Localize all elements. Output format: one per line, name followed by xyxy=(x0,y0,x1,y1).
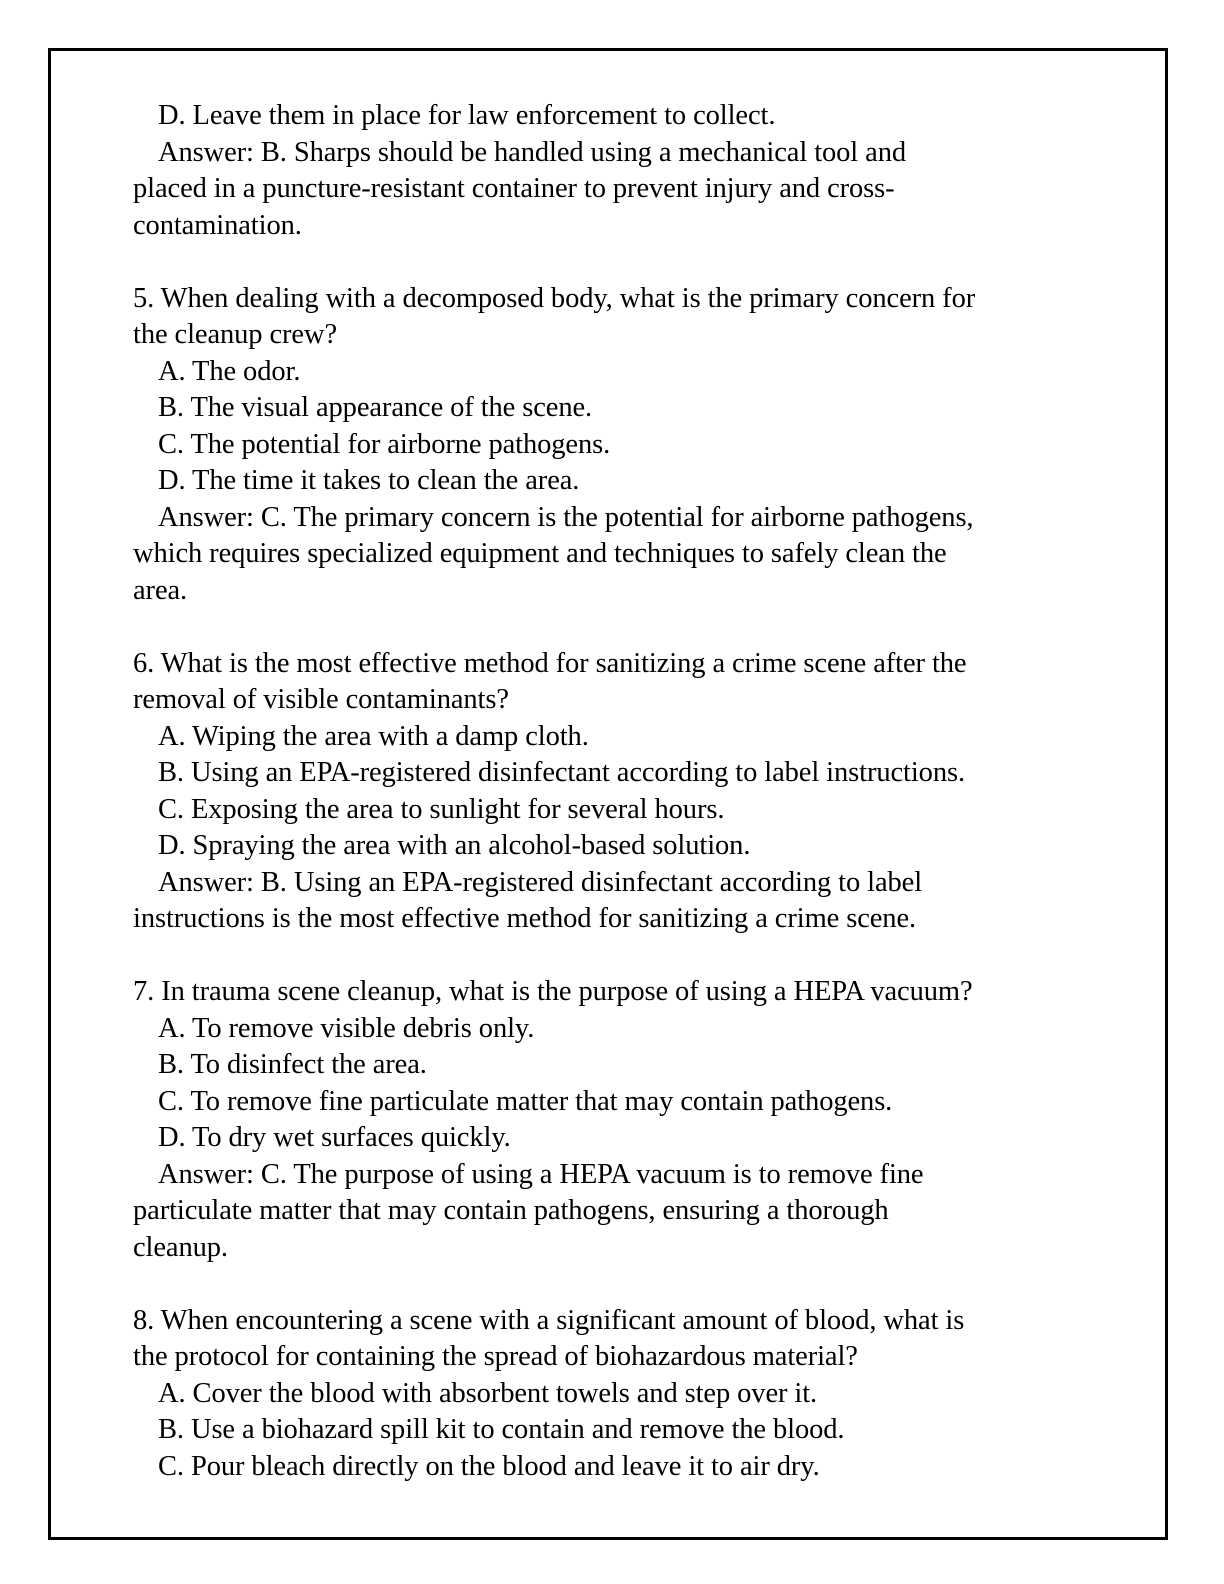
option-c: C. The potential for airborne pathogens. xyxy=(158,428,611,460)
paragraph-gap xyxy=(133,1266,1093,1303)
option-b: B. Using an EPA-registered disinfectant according to label instructions. xyxy=(158,757,965,788)
option-d: D. Spraying the area with an alcohol-based solution. xyxy=(158,830,751,861)
option-c: C. Exposing the area to sunlight for several hours. xyxy=(158,793,725,825)
answer-line: instructions is the most effective method for sanitizing a crime scene. xyxy=(133,903,917,934)
option-d: D. To dry wet surfaces quickly. xyxy=(158,1122,511,1153)
answer-line: placed in a puncture-resistant container to prevent injury and cross- xyxy=(133,173,895,204)
question-text: the protocol for containing the spread of biohazardous material? xyxy=(133,1341,858,1372)
option-a: A. To remove visible debris only. xyxy=(158,1012,535,1044)
answer-line: Answer: C. The purpose of using a HEPA vacuum is to remove fine xyxy=(158,1158,924,1190)
option-c: C. To remove fine particulate matter that may contain pathogens. xyxy=(158,1085,893,1117)
answer-line: Answer: B. Sharps should be handled using a mechanical tool and xyxy=(158,136,907,168)
option-a: A. Cover the blood with absorbent towels and step over it. xyxy=(158,1377,818,1409)
paragraph-gap xyxy=(133,938,1093,975)
answer-line: contamination. xyxy=(133,209,302,241)
question-text: 7. In trauma scene cleanup, what is the purpose of using a HEPA vacuum? xyxy=(133,976,973,1007)
document-body xyxy=(133,98,1093,1485)
option-b: B. To disinfect the area. xyxy=(158,1049,427,1080)
option-a: A. The odor. xyxy=(158,355,301,387)
question-text: the cleanup crew? xyxy=(133,319,338,350)
question-text: 8. When encountering a scene with a significant amount of blood, what is xyxy=(133,1304,965,1336)
answer-line: area. xyxy=(133,574,188,606)
answer-line: Answer: C. The primary concern is the potential for airborne pathogens, xyxy=(158,501,974,533)
option-b: B. Use a biohazard spill kit to contain and remove the blood. xyxy=(158,1414,845,1445)
option-d: D. The time it takes to clean the area. xyxy=(158,465,580,496)
question-5 xyxy=(133,281,1093,610)
paragraph-gap xyxy=(133,244,1093,281)
option-b: B. The visual appearance of the scene. xyxy=(158,392,593,423)
question-text: 6. What is the most effective method for sanitizing a crime scene after the xyxy=(133,647,967,679)
answer-line: Answer: B. Using an EPA-registered disinfectant according to label xyxy=(158,866,923,898)
answer-line: particulate matter that may contain pathogens, ensuring a thorough xyxy=(133,1195,889,1226)
option-d: D. Leave them in place for law enforcement to collect. xyxy=(158,100,776,131)
question-8 xyxy=(133,1303,1093,1486)
option-c: C. Pour bleach directly on the blood and leave it to air dry. xyxy=(158,1450,820,1482)
question-text: 5. When dealing with a decomposed body, what is the primary concern for xyxy=(133,282,976,314)
option-a: A. Wiping the area with a damp cloth. xyxy=(158,720,589,752)
question-7 xyxy=(133,974,1093,1266)
answer-line: cleanup. xyxy=(133,1231,228,1263)
question-6 xyxy=(133,646,1093,938)
paragraph-gap xyxy=(133,609,1093,646)
answer-line: which requires specialized equipment and techniques to safely clean the xyxy=(133,538,947,569)
question-4-continuation xyxy=(133,98,1093,244)
question-text: removal of visible contaminants? xyxy=(133,684,509,715)
